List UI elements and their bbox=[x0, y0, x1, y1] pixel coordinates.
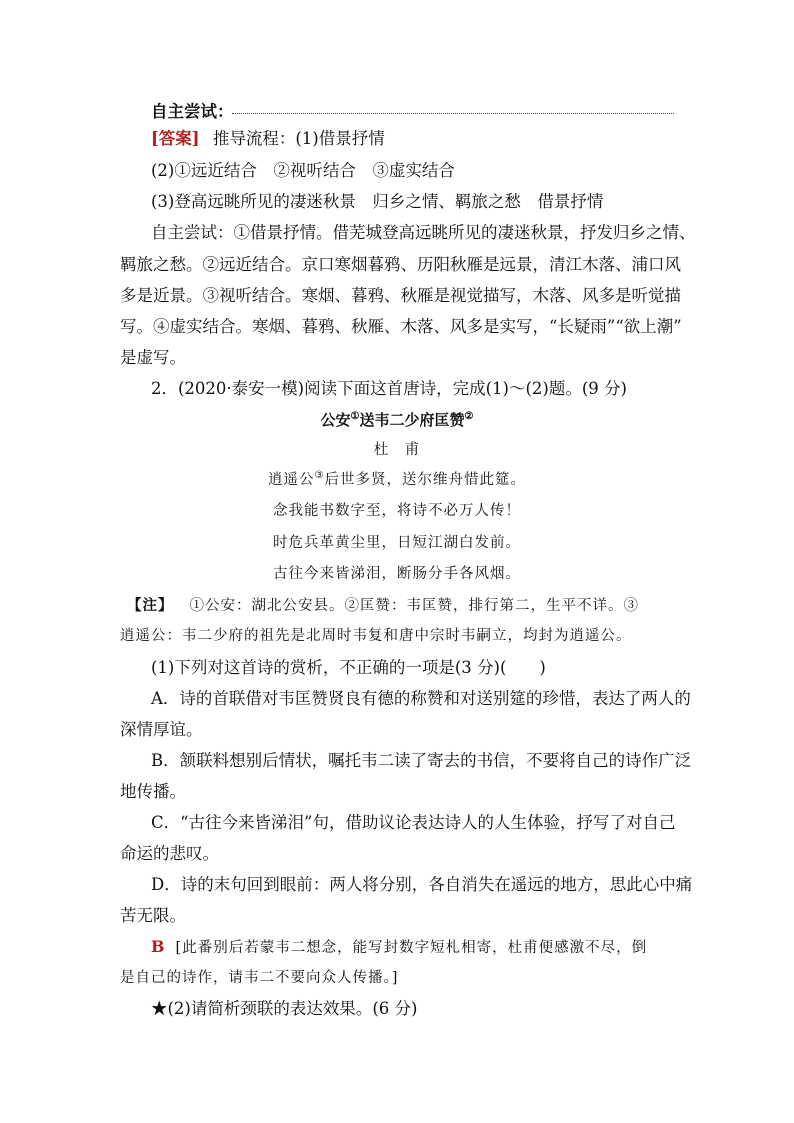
answer-para-1: 自主尝试：①借景抒情。借芜城登高远眺所见的凄迷秋景，抒发归乡之情、 bbox=[151, 223, 696, 242]
answer-flow-line bbox=[151, 127, 385, 151]
option-b-line-1: B．颔联料想别后情状，嘱托韦二读了寄去的书信，不要将自己的诗作广泛 bbox=[151, 751, 692, 770]
option-a-line-1: A．诗的首联借对韦匡赞贤良有德的称赞和对送别筵的珍惜，表达了两人的 bbox=[151, 689, 691, 708]
option-a-line-2: 深情厚谊。 bbox=[120, 720, 203, 739]
sub-question-2: ★(2)请简析颈联的表达效果。(6 分) bbox=[151, 999, 418, 1018]
poem-line-3: 时危兵革黄尘里，日短江湖白发前。 bbox=[273, 535, 521, 551]
note-tag: 【注】 bbox=[127, 597, 174, 614]
answer-para-3: 多是近景。③视听结合。寒烟、暮鸦、秋雁是视觉描写，木落、风多是听觉描 bbox=[120, 286, 681, 305]
answer-explanation-1: [此番别后若蒙韦二想念，能写封数字短札相寄，杜甫便感激不尽，倒 bbox=[175, 940, 648, 956]
poem-line-1 bbox=[0, 468, 794, 492]
answer-para-5: 是虚写。 bbox=[120, 348, 186, 367]
attempt-header bbox=[151, 100, 234, 124]
attempt-label: 自主尝试： bbox=[151, 102, 234, 121]
poem-line-1b: 后世多贤，送尔维舟惜此筵。 bbox=[324, 472, 526, 488]
option-d-line-2: 苦无限。 bbox=[120, 906, 186, 925]
answer-para-4: 写。④虚实结合。寒烟、暮鸦、秋雁、木落、风多是实写，“长疑雨”“欲上潮” bbox=[120, 317, 682, 336]
answer-line-3: (3)登高远眺所见的凄迷秋景 归乡之情、羁旅之愁 借景抒情 bbox=[151, 192, 604, 211]
poem-author: 杜 甫 bbox=[373, 442, 421, 458]
poem-line-2: 念我能书数字至，将诗不必万人传！ bbox=[273, 503, 521, 519]
answer-flow: 推导流程：(1)借景抒情 bbox=[212, 129, 385, 148]
sub-question-1: (1)下列对这首诗的赏析，不正确的一项是(3 分)( ) bbox=[151, 658, 546, 677]
poem-title bbox=[0, 408, 794, 432]
poem-title-part1: 公安 bbox=[320, 411, 351, 429]
answer-letter: B bbox=[151, 937, 166, 956]
note-line-2: 逍遥公：韦二少府的祖先是北周时韦复和唐中宗时韦嗣立，均封为逍遥公。 bbox=[120, 628, 632, 644]
question-2-stem: 2．(2020·泰安一模)阅读下面这首唐诗，完成(1)～(2)题。(9 分) bbox=[151, 379, 627, 398]
answer-para-2: 羁旅之愁。②远近结合。京口寒烟暮鸦、历阳秋雁是远景，清江木落、浦口风 bbox=[120, 255, 681, 274]
poem-title-note-1: ① bbox=[350, 411, 360, 422]
poem-note-3: ③ bbox=[314, 470, 325, 482]
note-line-1 bbox=[127, 594, 674, 618]
option-b-line-2: 地传播。 bbox=[120, 782, 186, 801]
poem-line-1a: 逍遥公 bbox=[268, 472, 315, 488]
answer-explanation-line-2: 是自己的诗作，请韦二不要向众人传播。] bbox=[120, 970, 399, 986]
answer-blank-line bbox=[232, 113, 674, 114]
answer-tag: [答案] bbox=[151, 129, 200, 148]
poem-title-part2: 送韦二少府匡赞 bbox=[359, 411, 465, 429]
answer-explanation-line-1 bbox=[151, 935, 674, 960]
poem-line-4: 古往今来皆涕泪，断肠分手各风烟。 bbox=[273, 566, 521, 582]
poem-title-note-2: ② bbox=[464, 411, 474, 422]
note-text-1: ①公安：湖北公安县。②匡赞：韦匡赞，排行第二，生平不详。③ bbox=[189, 598, 639, 614]
option-c-line-2: 命运的悲叹。 bbox=[120, 844, 219, 863]
answer-line-2: (2)①远近结合 ②视听结合 ③虚实结合 bbox=[151, 161, 455, 180]
option-c-line-1: C．“古往今来皆涕泪”句，借助议论表达诗人的人生体验，抒写了对自己 bbox=[151, 813, 676, 832]
option-d-line-1: D．诗的末句回到眼前：两人将分别，各自消失在遥远的地方，思此心中痛 bbox=[151, 875, 693, 894]
